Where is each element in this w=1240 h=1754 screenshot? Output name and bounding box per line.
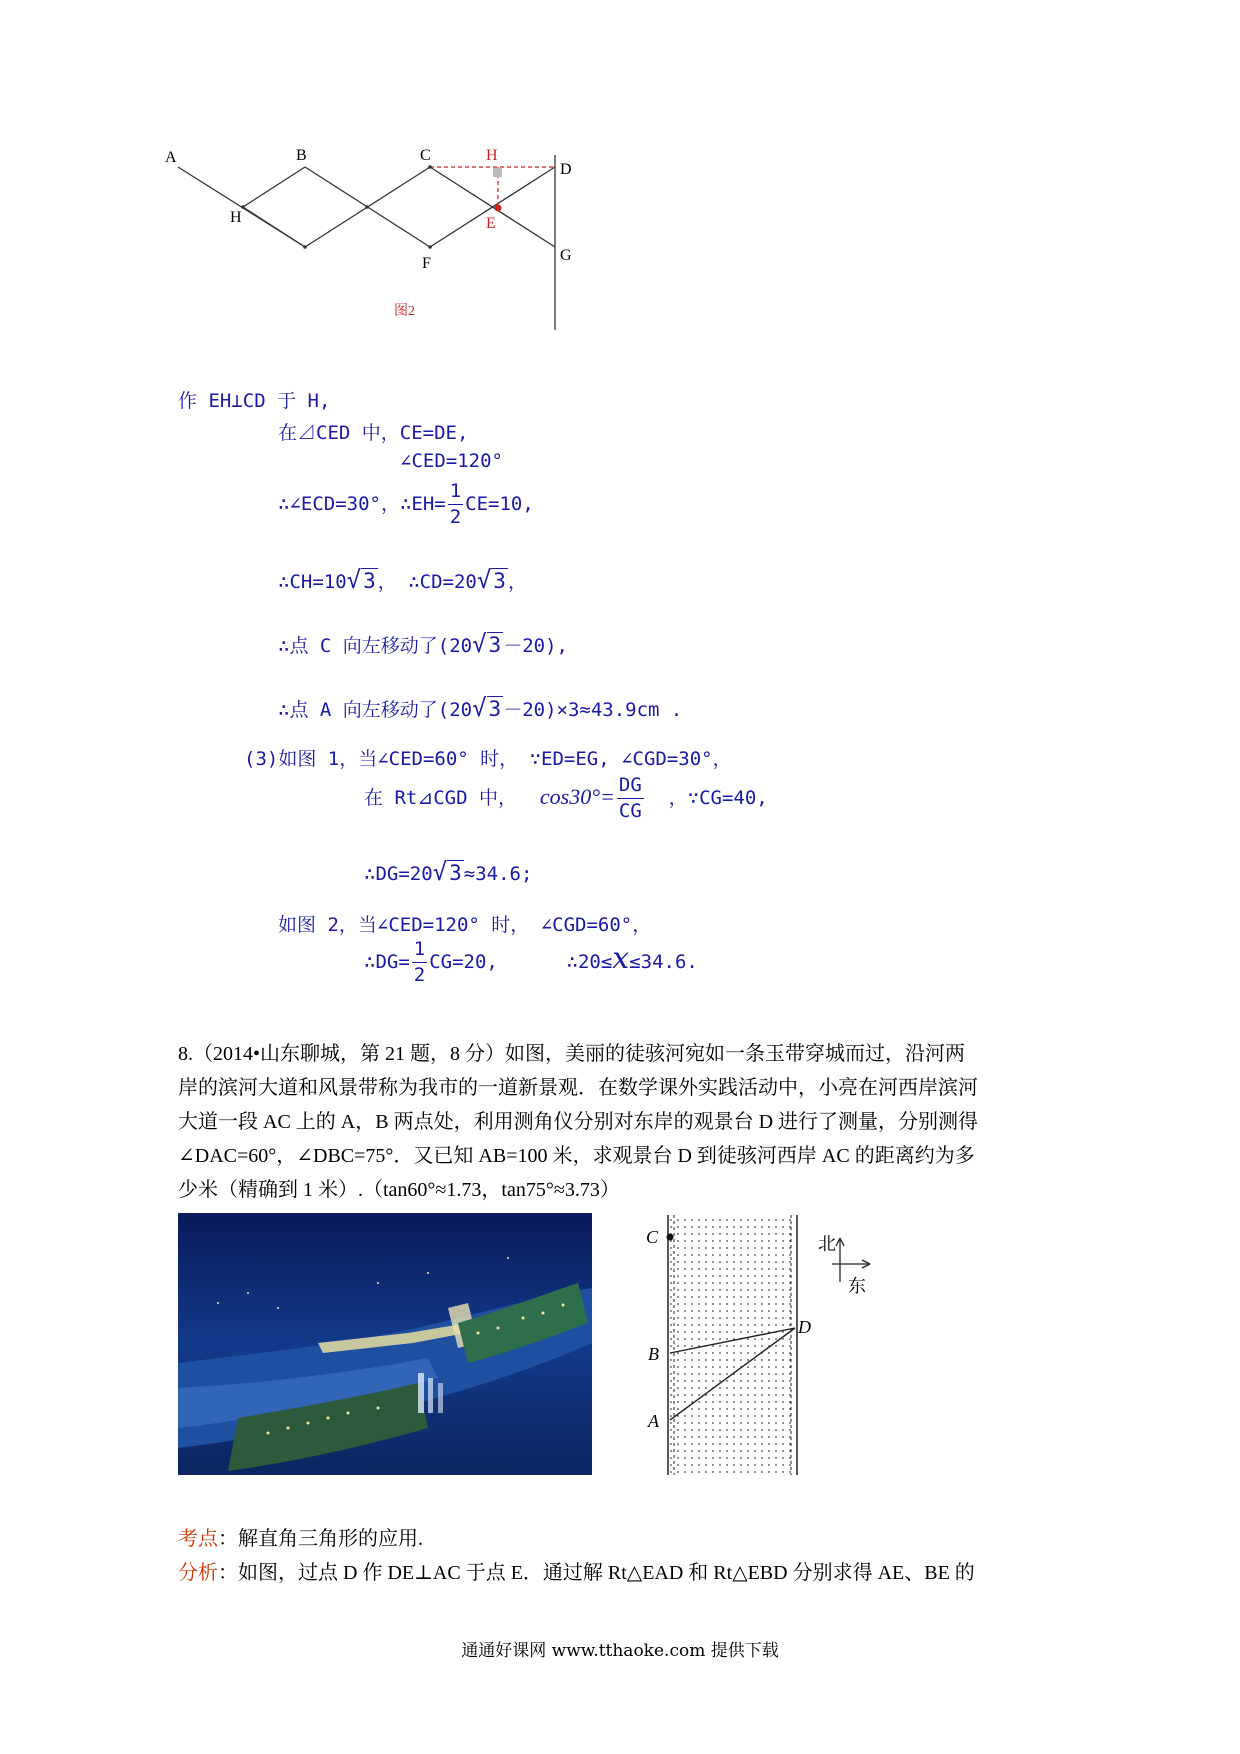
fraction-denominator: CG <box>618 800 642 822</box>
fenxi-text: ：如图，过点 D 作 DE⊥AC 于点 E．通过解 Rt△EAD 和 Rt△EBD 分别求得 AE、BE 的 <box>218 1562 975 1584</box>
solution-line-12 <box>364 940 698 985</box>
line-12-text-b: CG=20, <box>429 951 498 973</box>
fraction-dg-cg <box>617 776 644 821</box>
label-B: B <box>648 1344 659 1364</box>
line-5-text-c: ， <box>507 571 527 593</box>
radicand: 3 <box>488 633 502 657</box>
sqrt-radical: √3 <box>472 694 502 722</box>
problem-8-line-2: 岸的滨河大道和风景带称为我市的一道新景观．在数学课外实践活动中，小亮在河西岸滨河 <box>178 1077 978 1099</box>
fraction-numerator: 1 <box>412 940 427 963</box>
line-7-text-b: －20)×3≈43.9cm . <box>503 699 683 721</box>
label-E: E <box>486 215 496 232</box>
variable-x: x <box>612 941 630 976</box>
line-5-text-b: ， ∴CD=20 <box>377 571 477 593</box>
sqrt-radical: √3 <box>476 566 506 594</box>
solution-line-10 <box>364 858 532 886</box>
solution-line-1: 作 EH⊥CD 于 H, <box>178 390 331 412</box>
label-H-top: H <box>486 147 498 164</box>
solution-line-3: ∠CED=120° <box>400 450 503 472</box>
fraction-one-half <box>412 940 427 985</box>
line-12-text-d: ≤34.6. <box>629 951 698 973</box>
fraction-one-half <box>448 482 463 527</box>
fraction-numerator: 1 <box>448 482 463 505</box>
compass-east: 东 <box>848 1276 866 1296</box>
radicand: 3 <box>363 569 376 593</box>
label-C: C <box>420 147 431 164</box>
figure-2-diagram <box>160 140 640 380</box>
radicand: 3 <box>493 569 506 593</box>
label-H-left: H <box>230 209 242 226</box>
solution-line-11: 如图 2，当∠CED=120° 时， ∠CGD=60°， <box>278 914 652 936</box>
solution-line-4 <box>278 482 534 527</box>
label-A: A <box>165 149 177 166</box>
radicand: 3 <box>449 861 462 885</box>
fenxi-line <box>178 1556 975 1585</box>
line-12-text-c: ∴20≤ <box>566 951 613 973</box>
line-7-text-a: ∴点 A 向左移动了(20 <box>278 699 473 721</box>
line-9-text-a: 在 Rt⊿CGD 中， <box>364 787 517 809</box>
line-9-text-b: ，∵CG=40, <box>668 787 768 809</box>
solution-line-9 <box>364 776 768 821</box>
line-5-text-a: ∴CH=10 <box>278 571 347 593</box>
cos-expression: cos30°= <box>539 784 615 809</box>
line-4-text-a: ∴∠ECD=30°，∴EH= <box>278 493 446 515</box>
problem-8-line-3: 大道一段 AC 上的 A，B 两点处，利用测角仪分别对东岸的观景台 D 进行了测量，分别测得 <box>178 1111 979 1133</box>
fraction-denominator: 2 <box>413 964 426 986</box>
line-6-text-b: －20), <box>503 635 568 657</box>
sqrt-radical: √3 <box>472 630 502 658</box>
label-D: D <box>798 1317 811 1337</box>
label-D: D <box>560 161 572 178</box>
solution-line-7 <box>278 694 682 722</box>
label-C: C <box>646 1227 659 1247</box>
page-footer: 通通好课网 www.tthaoke.com 提供下载 <box>461 1641 779 1661</box>
radicand: 3 <box>488 697 502 721</box>
sqrt-radical: √3 <box>432 858 462 886</box>
problem-8-line-4: ∠DAC=60°，∠DBC=75°．又已知 AB=100 米，求观景台 D 到徒骇河西岸 AC 的距离约为多 <box>178 1145 975 1167</box>
line-12-text-a: ∴DG= <box>364 951 410 973</box>
solution-line-6 <box>278 630 568 658</box>
line-10-text-a: ∴DG=20 <box>364 863 433 885</box>
night-city-bridge-photo <box>178 1213 592 1475</box>
river-diagram <box>640 1210 900 1480</box>
solution-line-5 <box>278 566 527 594</box>
kaodian-label: 考点 <box>178 1528 218 1550</box>
kaodian-text: ：解直角三角形的应用. <box>218 1528 423 1550</box>
label-A: A <box>648 1411 659 1431</box>
sqrt-radical: √3 <box>346 566 376 594</box>
line-6-text-a: ∴点 C 向左移动了(20 <box>278 635 473 657</box>
problem-8-line-1: 8.（2014•山东聊城，第 21 题，8 分）如图，美丽的徒骇河宛如一条玉带穿城而过，沿河两 <box>178 1043 966 1065</box>
fraction-denominator: 2 <box>449 506 462 528</box>
fraction-numerator: DG <box>617 776 644 799</box>
line-10-text-b: ≈34.6; <box>463 863 533 885</box>
label-G: G <box>560 247 572 264</box>
label-F: F <box>422 255 431 272</box>
figure-caption: 图2 <box>394 304 415 319</box>
kaodian-line <box>178 1522 423 1551</box>
compass-north: 北 <box>818 1234 836 1254</box>
fenxi-label: 分析 <box>178 1562 218 1584</box>
line-4-text-b: CE=10, <box>465 493 534 515</box>
problem-8-line-5: 少米（精确到 1 米）.（tan60°≈1.73，tan75°≈3.73） <box>178 1179 620 1201</box>
solution-line-2: 在⊿CED 中，CE=DE, <box>278 422 469 444</box>
label-B: B <box>296 147 307 164</box>
solution-line-8: (3)如图 1，当∠CED=60° 时， ∵ED=EG, ∠CGD=30°， <box>244 748 732 770</box>
